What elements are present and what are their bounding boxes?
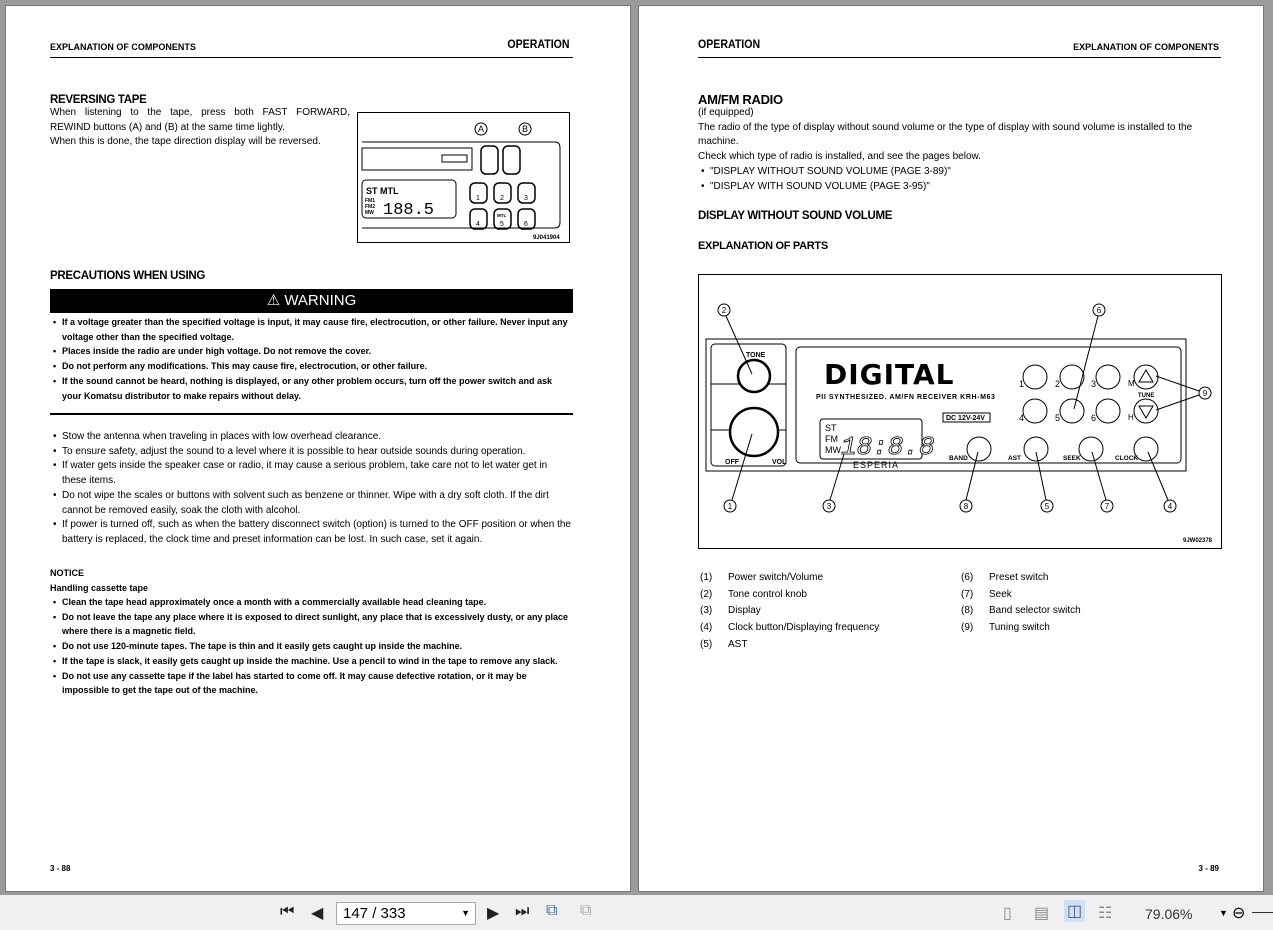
list-item: • Do not use 120-minute tapes. The tape is thin and it easily gets caught up inside the machine. — [50, 639, 573, 654]
right-page — [638, 5, 1264, 892]
list-item: • If a voltage greater than the specified voltage is input, it may cause fire, electrocution, or other failure. Never input any voltage other than the specified voltage. — [50, 315, 573, 344]
radio-figure — [698, 274, 1222, 549]
list-item: • To ensure safety, adjust the sound to a level where it is possible to hear outside sounds during operation. — [50, 445, 573, 460]
list-item: • Clean the tape head approximately once a month with a commercially available head cleaning tape. — [50, 595, 573, 610]
svg-text:5: 5 — [500, 221, 504, 228]
svg-text:5: 5 — [1044, 502, 1050, 511]
list-item: • Do not perform any modifications. This may cause fire, electrocution, or other failure. — [50, 359, 573, 374]
subsection-title: DISPLAY WITHOUT SOUND VOLUME — [698, 210, 893, 222]
band-label-fm1: FM1 — [365, 198, 375, 204]
svg-text:6: 6 — [1091, 413, 1097, 423]
svg-text:3: 3 — [524, 195, 528, 202]
svg-text:OFF: OFF — [725, 459, 739, 466]
svg-text:B: B — [522, 124, 529, 134]
parts-list-right — [959, 570, 1159, 639]
band-label-fm2: FM2 — [365, 204, 375, 210]
precautions-title: PRECAUTIONS WHEN USING — [50, 270, 206, 282]
list-item: • "DISPLAY WITHOUT SOUND VOLUME (PAGE 3-89)" — [698, 165, 1223, 180]
divider — [50, 413, 573, 415]
section-title: REVERSING TAPE — [50, 94, 147, 106]
svg-text:DC 12V-24V: DC 12V-24V — [946, 415, 985, 422]
section-title: AM/FM RADIO — [698, 92, 783, 107]
list-item: (4) Clock button/Displaying frequency — [700, 622, 880, 634]
notice-list — [50, 595, 573, 698]
svg-text:M: M — [1128, 379, 1135, 388]
header-right: OPERATION — [507, 39, 570, 51]
previous-page-icon[interactable]: ◀ — [311, 905, 324, 922]
svg-text:SEEK: SEEK — [1063, 455, 1081, 462]
svg-text:MW: MW — [825, 445, 841, 455]
svg-text:9: 9 — [1202, 389, 1208, 398]
svg-text:TUNE: TUNE — [1138, 393, 1155, 399]
chevron-down-icon[interactable]: ▼ — [461, 908, 470, 918]
single-page-icon[interactable]: ▯ — [1003, 905, 1012, 922]
list-item: (6) Preset switch — [961, 572, 1049, 583]
svg-text:4: 4 — [1019, 413, 1025, 423]
page-number: 3 - 88 — [50, 864, 71, 873]
list-item: • Places inside the radio are under high voltage. Do not remove the cover. — [50, 344, 573, 359]
page-number: 3 - 89 — [1198, 864, 1219, 873]
go-back-icon[interactable]: ⧉ — [546, 902, 558, 919]
first-page-icon[interactable]: ⏮ — [280, 903, 295, 920]
list-item: (7) Seek — [961, 588, 1012, 600]
svg-text:6: 6 — [1096, 306, 1102, 315]
list-item: (2) Tone control knob — [700, 588, 807, 600]
svg-text:5: 5 — [1055, 413, 1061, 423]
reversing-text: When listening to the tape, press both FAST FORWARD, REWIND buttons (A) and (B) at the same time lightly. When this is done, the tape direction display will be reversed. — [50, 107, 350, 148]
warning-triangle-icon: ⚠ — [266, 292, 285, 309]
svg-text:VOL: VOL — [772, 459, 787, 466]
parts-list-left — [698, 570, 948, 655]
notice-title: NOTICE — [50, 568, 85, 578]
intro-text: (if equipped) The radio of the type of display without sound volume or the type of display with sound volume is installed to the machine. Check which type of radio is installed, and see the pages below. • "DISPLAY WITHOUT SOUND VOLUME (PAGE 3-89)" • "DISPLAY WITH SOUND VOLUME (PAGE 3-95)" — [698, 106, 1223, 194]
continuous-icon[interactable]: ▤ — [1034, 905, 1050, 922]
list-item: (3) Display — [700, 605, 761, 617]
cassette-figure — [357, 112, 570, 243]
list-item: • "DISPLAY WITH SOUND VOLUME (PAGE 3-95)" — [698, 180, 1223, 195]
header-right: EXPLANATION OF COMPONENTS — [1073, 42, 1219, 52]
header-left: EXPLANATION OF COMPONENTS — [50, 42, 196, 52]
svg-text:9JW02378: 9JW02378 — [1183, 538, 1213, 544]
svg-text:H: H — [1128, 413, 1134, 422]
parts-title: EXPLANATION OF PARTS — [698, 240, 828, 252]
svg-text:8: 8 — [963, 502, 969, 511]
list-item: • If water gets inside the speaker case or radio, it may cause a serious problem, take care not to let water get in these items. — [50, 459, 573, 488]
next-page-icon[interactable]: ▶ — [487, 905, 500, 922]
svg-text:2: 2 — [721, 306, 727, 315]
zoom-slider[interactable] — [1252, 912, 1273, 913]
list-item: • Do not use any cassette tape if the label has started to come off. It may cause defective rotation, or it may be impossible to get the tape out of the machine. — [50, 669, 573, 698]
svg-text:ESPERIA: ESPERIA — [853, 460, 900, 470]
svg-text:4: 4 — [1167, 502, 1173, 511]
svg-text:1: 1 — [476, 195, 480, 202]
precaution-list — [50, 430, 573, 548]
svg-text:188.5: 188.5 — [383, 201, 435, 220]
svg-text:CLOCK: CLOCK — [1115, 455, 1139, 462]
svg-text:9J041904: 9J041904 — [533, 235, 560, 241]
warning-banner: ⚠ WARNING — [50, 289, 573, 313]
svg-text:7: 7 — [1104, 502, 1110, 511]
svg-text:TONE: TONE — [746, 352, 766, 359]
list-item: • Do not leave the tape any place where it is exposed to direct sunlight, any place that is excessively dusty, or any place where there is a magnetic field. — [50, 610, 573, 639]
list-item: • Do not wipe the scales or buttons with solvent such as benzene or thinner. Wipe with a dry soft cloth. If the dirt cannot be removed easily, soak the cloth with alcohol. — [50, 489, 573, 518]
svg-text:AST: AST — [1008, 455, 1021, 462]
svg-text:3: 3 — [1091, 379, 1097, 389]
svg-text:PII SYNTHESIZED. AM/FN RECEIVE: PII SYNTHESIZED. AM/FN RECEIVER KRH-M63 — [816, 394, 996, 401]
left-page — [5, 5, 631, 892]
svg-text:1: 1 — [727, 502, 733, 511]
divider — [698, 57, 1221, 58]
svg-text:6: 6 — [524, 221, 528, 228]
svg-text:2: 2 — [500, 195, 504, 202]
list-item: (1) Power switch/Volume — [700, 572, 824, 583]
list-item: • If the sound cannot be heard, nothing is displayed, or any other problem occurs, turn off the power switch and ask your Komatsu distributor to make repairs without delay. — [50, 374, 573, 403]
band-label-mw: MW — [365, 210, 374, 216]
mtl-label: MTL — [497, 213, 507, 218]
header-left: OPERATION — [698, 39, 761, 51]
svg-text:1: 1 — [1019, 379, 1025, 389]
go-forward-icon[interactable]: ⧉ — [580, 902, 592, 919]
svg-text:ST MTL: ST MTL — [366, 186, 399, 196]
list-item: • If the tape is slack, it easily gets caught up inside the machine. Use a pencil to wind in the tape to remove any slack. — [50, 654, 573, 669]
svg-text:ST: ST — [825, 423, 837, 433]
svg-text:4: 4 — [476, 221, 480, 228]
svg-text:A: A — [478, 124, 485, 134]
svg-text:18:8.8: 18:8.8 — [841, 432, 935, 462]
warning-list — [50, 315, 573, 403]
divider — [50, 57, 573, 58]
zoom-dropdown-icon[interactable]: ▼ — [1219, 908, 1228, 918]
svg-text:BAND: BAND — [949, 455, 968, 462]
page-number-input[interactable]: 147 / 333 ▼ — [336, 902, 476, 925]
list-item: • If power is turned off, such as when the battery disconnect switch (option) is turned to the OFF position or when the battery is replaced, the clock time and preset information can be lost. In such case, set it again. — [50, 518, 573, 547]
svg-text:2: 2 — [1055, 379, 1061, 389]
svg-text:FM: FM — [825, 434, 838, 444]
list-item: (5) AST — [700, 638, 748, 650]
list-item: (8) Band selector switch — [961, 605, 1081, 617]
svg-text:3: 3 — [826, 502, 832, 511]
two-page-continuous-icon[interactable]: ☷ — [1098, 905, 1113, 922]
last-page-icon[interactable]: ⏭ — [515, 903, 530, 920]
svg-text:DIGITAL: DIGITAL — [824, 358, 955, 391]
two-page-icon[interactable]: ◫ — [1064, 900, 1085, 922]
notice-subtitle: Handling cassette tape — [50, 583, 149, 593]
zoom-level[interactable]: 79.06% — [1145, 906, 1193, 922]
zoom-out-icon[interactable]: ⊖ — [1232, 905, 1246, 922]
list-item: • Stow the antenna when traveling in places with low overhead clearance. — [50, 430, 573, 445]
list-item: (9) Tuning switch — [961, 622, 1050, 634]
